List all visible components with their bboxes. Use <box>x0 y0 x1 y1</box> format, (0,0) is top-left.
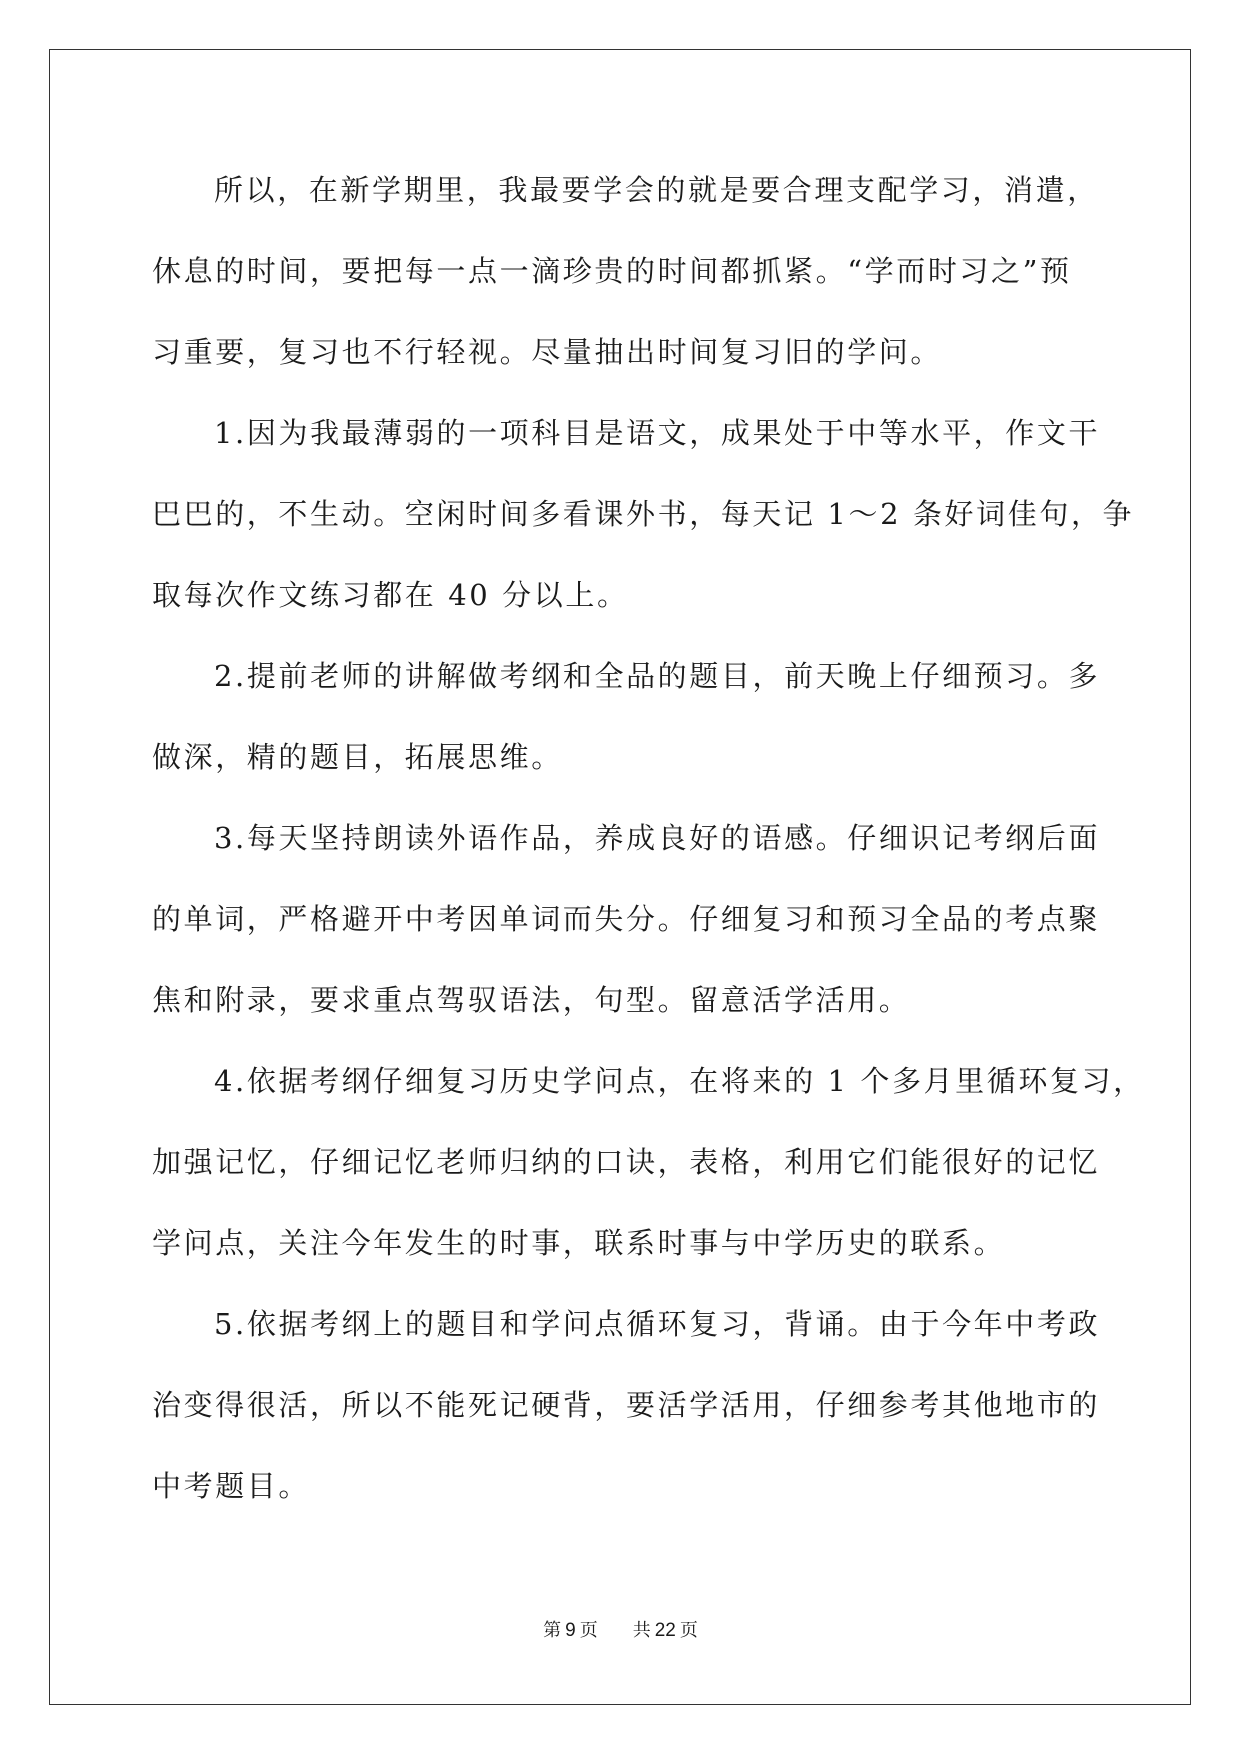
paragraph-2-line-2: 巴巴的，不生动。空闲时间多看课外书，每天记 1～2 条好词佳句，争 <box>152 497 1135 531</box>
total-pages-label <box>631 1620 700 1640</box>
paragraph-1-line-1: 所以，在新学期里，我最要学会的就是要合理支配学习，消遣， <box>214 173 1099 207</box>
page-unit: 页 <box>579 1620 598 1640</box>
page-prefix: 第 <box>543 1620 562 1640</box>
page-footer <box>0 1616 1241 1642</box>
paragraph-3-line-2: 做深，精的题目，拓展思维。 <box>152 740 563 774</box>
paragraph-5-line-2: 加强记忆，仔细记忆老师归纳的口诀，表格，利用它们能很好的记忆 <box>152 1145 1101 1179</box>
paragraph-2-line-3: 取每次作文练习都在 40 分以上。 <box>152 578 629 612</box>
total-pages: 22 <box>654 1620 676 1641</box>
total-unit: 页 <box>679 1620 698 1640</box>
page-border <box>49 49 1191 1705</box>
paragraph-5-line-3: 学问点，关注今年发生的时事，联系时事与中学历史的联系。 <box>152 1226 1006 1260</box>
page-number: 9 <box>565 1620 576 1641</box>
paragraph-3-line-1: 2.提前老师的讲解做考纲和全品的题目，前天晚上仔细预习。多 <box>214 659 1101 693</box>
paragraph-4-line-2: 的单词，严格避开中考因单词而失分。仔细复习和预习全品的考点聚 <box>152 902 1101 936</box>
total-prefix: 共 <box>632 1620 651 1640</box>
paragraph-6-line-1: 5.依据考纲上的题目和学问点循环复习，背诵。由于今年中考政 <box>214 1307 1101 1341</box>
paragraph-4-line-3: 焦和附录，要求重点驾驭语法，句型。留意活学活用。 <box>152 983 911 1017</box>
page-number-label <box>541 1620 600 1640</box>
paragraph-1-line-3: 习重要，复习也不行轻视。尽量抽出时间复习旧的学问。 <box>152 335 943 369</box>
paragraph-5-line-1: 4.依据考纲仔细复习历史学问点，在将来的 1 个多月里循环复习， <box>214 1064 1145 1098</box>
paragraph-1-line-2: 休息的时间，要把每一点一滴珍贵的时间都抓紧。“学而时习之”预 <box>152 254 1072 288</box>
paragraph-6-line-2: 治变得很活，所以不能死记硬背，要活学活用，仔细参考其他地市的 <box>152 1388 1101 1422</box>
paragraph-2-line-1: 1.因为我最薄弱的一项科目是语文，成果处于中等水平，作文干 <box>214 416 1101 450</box>
paragraph-6-line-3: 中考题目。 <box>152 1469 311 1503</box>
paragraph-4-line-1: 3.每天坚持朗读外语作品，养成良好的语感。仔细识记考纲后面 <box>214 821 1101 855</box>
